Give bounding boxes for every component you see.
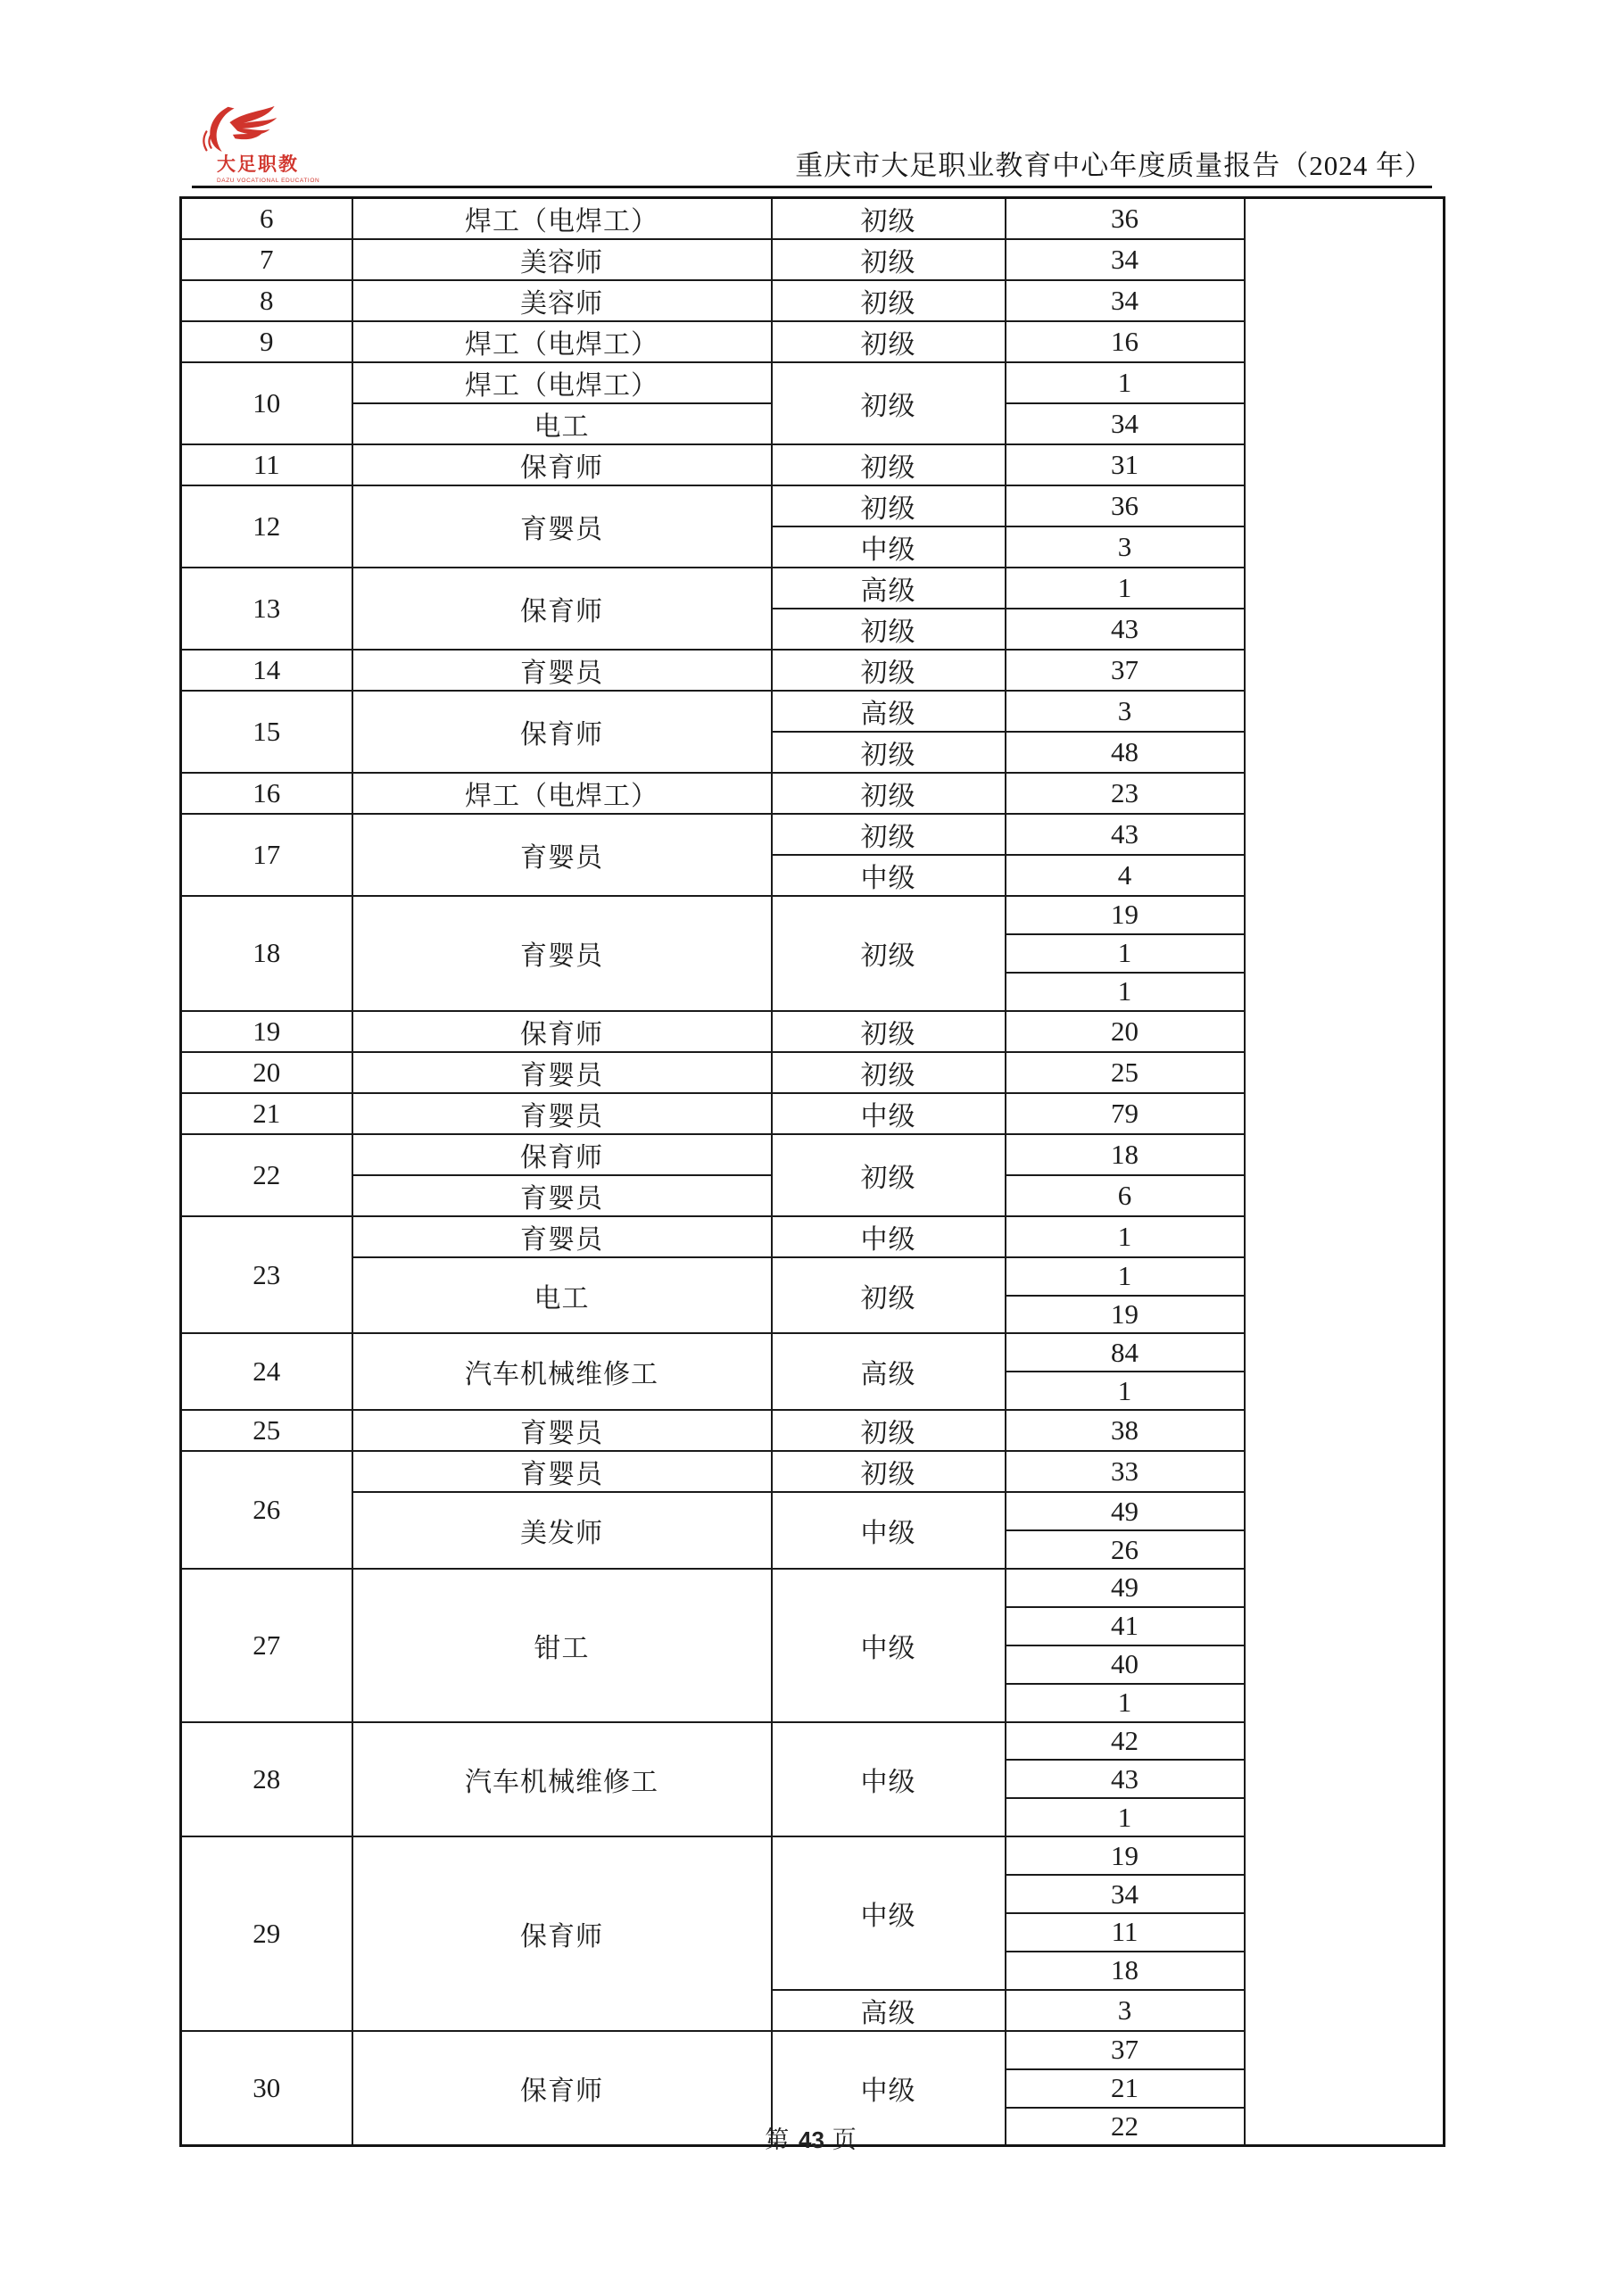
trade-name-cell: 汽车机械维修工	[352, 1722, 772, 1837]
trade-name-cell: 美发师	[352, 1492, 772, 1569]
count-cell: 19	[1006, 1836, 1245, 1875]
row-number-cell: 24	[181, 1333, 352, 1410]
logo-en-text: DAZU VOCATIONAL EDUCATION	[217, 178, 320, 184]
count-cell: 1	[1006, 1216, 1245, 1257]
count-cell: 37	[1006, 650, 1245, 691]
trade-name-cell: 保育师	[352, 2031, 772, 2146]
row-number-cell: 11	[181, 444, 352, 485]
count-cell: 31	[1006, 444, 1245, 485]
row-number-cell: 7	[181, 239, 352, 280]
count-cell: 43	[1006, 1760, 1245, 1798]
trade-name-cell: 育婴员	[352, 485, 772, 568]
count-cell: 48	[1006, 732, 1245, 773]
level-cell: 中级	[772, 1216, 1006, 1257]
row-number-cell: 23	[181, 1216, 352, 1334]
count-cell: 43	[1006, 609, 1245, 650]
count-cell: 1	[1006, 973, 1245, 1011]
certification-table-body	[181, 198, 1445, 2146]
level-cell: 初级	[772, 1257, 1006, 1334]
phoenix-logo-icon	[197, 105, 313, 152]
count-cell: 36	[1006, 485, 1245, 526]
row-number-cell: 30	[181, 2031, 352, 2146]
trade-name-cell: 育婴员	[352, 896, 772, 1011]
trade-name-cell: 育婴员	[352, 1410, 772, 1451]
row-number-cell: 14	[181, 650, 352, 691]
count-cell: 37	[1006, 2031, 1245, 2069]
count-cell: 20	[1006, 1011, 1245, 1052]
level-cell: 中级	[772, 1492, 1006, 1569]
row-number-cell: 18	[181, 896, 352, 1011]
row-number-cell: 16	[181, 773, 352, 814]
level-cell: 中级	[772, 1569, 1006, 1722]
trade-name-cell: 育婴员	[352, 1093, 772, 1134]
page-number-prefix: 第	[765, 2126, 791, 2153]
level-cell: 中级	[772, 855, 1006, 896]
count-cell: 3	[1006, 526, 1245, 568]
level-cell: 初级	[772, 773, 1006, 814]
level-cell: 初级	[772, 1011, 1006, 1052]
trade-name-cell: 保育师	[352, 1836, 772, 2031]
row-number-cell: 20	[181, 1052, 352, 1093]
count-cell: 3	[1006, 691, 1245, 732]
level-cell: 初级	[772, 239, 1006, 280]
level-cell: 中级	[772, 526, 1006, 568]
count-cell: 43	[1006, 814, 1245, 855]
trade-name-cell: 保育师	[352, 691, 772, 773]
count-cell: 3	[1006, 1990, 1245, 2031]
row-number-cell: 28	[181, 1722, 352, 1837]
level-cell: 初级	[772, 1052, 1006, 1093]
row-number-cell: 21	[181, 1093, 352, 1134]
trade-name-cell: 焊工（电焊工）	[352, 198, 772, 240]
level-cell: 中级	[772, 1836, 1006, 1990]
count-cell: 1	[1006, 362, 1245, 403]
trade-name-cell: 电工	[352, 403, 772, 444]
trade-name-cell: 育婴员	[352, 650, 772, 691]
count-cell: 18	[1006, 1952, 1245, 1990]
row-number-cell: 25	[181, 1410, 352, 1451]
level-cell: 初级	[772, 485, 1006, 526]
level-cell: 高级	[772, 691, 1006, 732]
trade-name-cell: 保育师	[352, 568, 772, 650]
certification-table	[179, 196, 1445, 2147]
level-cell: 初级	[772, 444, 1006, 485]
count-cell: 49	[1006, 1492, 1245, 1530]
count-cell: 38	[1006, 1410, 1245, 1451]
level-cell: 高级	[772, 568, 1006, 609]
count-cell: 6	[1006, 1175, 1245, 1216]
row-number-cell: 13	[181, 568, 352, 650]
count-cell: 22	[1006, 2108, 1245, 2146]
row-number-cell: 26	[181, 1451, 352, 1569]
trade-name-cell: 保育师	[352, 1011, 772, 1052]
report-title: 重庆市大足职业教育中心年度质量报告（2024 年）	[795, 150, 1433, 181]
row-number-cell: 8	[181, 280, 352, 321]
level-cell: 中级	[772, 1093, 1006, 1134]
level-cell: 初级	[772, 814, 1006, 855]
row-number-cell: 9	[181, 321, 352, 362]
trade-name-cell: 育婴员	[352, 1451, 772, 1492]
level-cell: 高级	[772, 1990, 1006, 2031]
trade-name-cell: 育婴员	[352, 1216, 772, 1257]
count-cell: 21	[1006, 2069, 1245, 2108]
count-cell: 23	[1006, 773, 1245, 814]
level-cell: 高级	[772, 1333, 1006, 1410]
count-cell: 49	[1006, 1569, 1245, 1607]
dazu-vocational-education-logo	[197, 105, 320, 184]
row-number-cell: 19	[181, 1011, 352, 1052]
count-cell: 34	[1006, 1875, 1245, 1913]
count-cell: 34	[1006, 403, 1245, 444]
trade-name-cell: 汽车机械维修工	[352, 1333, 772, 1410]
trade-name-cell: 育婴员	[352, 1175, 772, 1216]
trade-name-cell: 育婴员	[352, 1052, 772, 1093]
count-cell: 19	[1006, 896, 1245, 934]
trade-name-cell: 美容师	[352, 280, 772, 321]
count-cell: 42	[1006, 1722, 1245, 1761]
count-cell: 1	[1006, 1372, 1245, 1410]
level-cell: 初级	[772, 1134, 1006, 1216]
trade-name-cell: 保育师	[352, 444, 772, 485]
level-cell: 初级	[772, 362, 1006, 444]
level-cell: 初级	[772, 609, 1006, 650]
level-cell: 初级	[772, 896, 1006, 1011]
count-cell: 34	[1006, 239, 1245, 280]
row-number-cell: 10	[181, 362, 352, 444]
trade-name-cell: 焊工（电焊工）	[352, 321, 772, 362]
count-cell: 84	[1006, 1333, 1245, 1372]
row-number-cell: 12	[181, 485, 352, 568]
page-footer	[0, 2120, 1623, 2155]
count-cell: 11	[1006, 1913, 1245, 1952]
row-number-cell: 17	[181, 814, 352, 896]
notes-empty-cell	[1245, 198, 1445, 2146]
level-cell: 初级	[772, 732, 1006, 773]
page-number-suffix: 页	[832, 2126, 858, 2153]
level-cell: 初级	[772, 1451, 1006, 1492]
count-cell: 1	[1006, 1257, 1245, 1296]
count-cell: 4	[1006, 855, 1245, 896]
count-cell: 26	[1006, 1530, 1245, 1569]
trade-name-cell: 育婴员	[352, 814, 772, 896]
row-number-cell: 6	[181, 198, 352, 240]
level-cell: 初级	[772, 280, 1006, 321]
level-cell: 初级	[772, 650, 1006, 691]
level-cell: 初级	[772, 321, 1006, 362]
count-cell: 34	[1006, 280, 1245, 321]
trade-name-cell: 焊工（电焊工）	[352, 362, 772, 403]
trade-name-cell: 电工	[352, 1257, 772, 1334]
count-cell: 25	[1006, 1052, 1245, 1093]
page-number: 43	[799, 2126, 824, 2153]
row-number-cell: 27	[181, 1569, 352, 1722]
logo-cn-text: 大足职教	[217, 154, 299, 175]
count-cell: 79	[1006, 1093, 1245, 1134]
header-divider	[192, 186, 1432, 188]
table-row	[181, 198, 1445, 240]
level-cell: 初级	[772, 198, 1006, 240]
count-cell: 19	[1006, 1296, 1245, 1334]
trade-name-cell: 焊工（电焊工）	[352, 773, 772, 814]
count-cell: 40	[1006, 1645, 1245, 1684]
row-number-cell: 15	[181, 691, 352, 773]
trade-name-cell: 美容师	[352, 239, 772, 280]
count-cell: 1	[1006, 934, 1245, 973]
trade-name-cell: 钳工	[352, 1569, 772, 1722]
count-cell: 1	[1006, 568, 1245, 609]
count-cell: 1	[1006, 1684, 1245, 1722]
level-cell: 中级	[772, 1722, 1006, 1837]
row-number-cell: 22	[181, 1134, 352, 1216]
count-cell: 36	[1006, 198, 1245, 240]
count-cell: 1	[1006, 1798, 1245, 1836]
count-cell: 41	[1006, 1607, 1245, 1645]
count-cell: 18	[1006, 1134, 1245, 1175]
count-cell: 16	[1006, 321, 1245, 362]
trade-name-cell: 保育师	[352, 1134, 772, 1175]
level-cell: 初级	[772, 1410, 1006, 1451]
level-cell: 中级	[772, 2031, 1006, 2146]
row-number-cell: 29	[181, 1836, 352, 2031]
count-cell: 33	[1006, 1451, 1245, 1492]
